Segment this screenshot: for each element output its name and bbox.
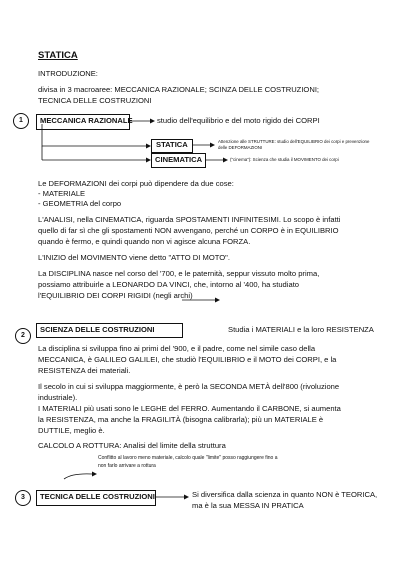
disciplina-line-3: l'EQUILIBRIO DEI CORPI RIGIDI (negli archi) <box>38 291 193 300</box>
section-1-desc: studio dell'equilibrio e del moto rigido dei CORPI <box>157 116 320 125</box>
scienza-line-3: RESISTENZA dei materiali. <box>38 366 131 375</box>
section-2-label: SCIENZA DELLE COSTRUZIONI <box>40 325 155 334</box>
scienza-line-1: La disciplina si sviluppa fino ai primi del '900, e il padre, come nel simile caso della <box>38 344 316 353</box>
section-2-number: 2 <box>15 328 31 344</box>
deformazioni-item-1: - MATERIALE <box>38 189 86 198</box>
deformazioni-intro: Le DEFORMAZIONI dei corpi può dipendere da due cose: <box>38 179 234 188</box>
deformazioni-item-2: - GEOMETRIA del corpo <box>38 199 122 208</box>
calcolo-note-1: Conflitto al lavoro meno materiale, calcolo quale "limite" posso raggiungere fino a <box>98 455 278 461</box>
materiali-line-2: la RESISTENZA, ma anche la FRAGILITÀ (bisogna calibrarla); più un MATERIALE è <box>38 415 324 424</box>
analisi-line-2: quello di far sì che gli spostamenti NON avvengano, perché un CORPO è in EQUILIBRIO <box>38 226 339 235</box>
materiali-line-3: DUTTILE, meglio è. <box>38 426 105 435</box>
cinematica-desc: ("cinema"): Scienza che studia il MOVIMENTO dei corpi <box>230 157 339 162</box>
section-1-number: 1 <box>13 113 29 129</box>
statica-desc-2: delle DEFORMAZIONI <box>218 145 263 150</box>
disciplina-line-2: possiamo attribuirle a LEONARDO DA VINCI, che, intorno al '400, ha studiato <box>38 280 300 289</box>
section-3-label: TECNICA DELLE COSTRUZIONI <box>40 492 155 501</box>
scienza-line-2: MECCANICA, è GALILEO GALILEI, che studiò l'EQUILIBRIO e il MOTO dei CORPI, e la <box>38 355 337 364</box>
calcolo-note-2: non farlo arrivare a rottura <box>98 463 156 469</box>
section-1-label: MECCANICA RAZIONALE <box>40 116 133 125</box>
secolo-line-2: industriale). <box>38 393 78 402</box>
section-3-desc-1: Si diversifica dalla scienza in quanto NON è TEORICA, <box>192 490 378 499</box>
disciplina-line-1: La DISCIPLINA nasce nel corso del '700, e le paternità, seppur vissuto molto prima, <box>38 269 320 278</box>
secolo-line-1: Il secolo in cui si sviluppa maggiormente, è però la SECONDA METÀ dell'800 (rivoluzione <box>38 382 340 391</box>
section-3-number: 3 <box>15 490 31 506</box>
materiali-line-1: I MATERIALI più usati sono le LEGHE del FERRO. Aumentando il CARBONE, si aumenta <box>38 404 341 413</box>
calcolo-a-rottura: CALCOLO A ROTTURA: Analisi del limite della struttura <box>38 441 226 450</box>
analisi-line-3: quando è fermo, e quindi quando non vi agisce alcuna FORZA. <box>38 237 251 246</box>
cinematica-label: CINEMATICA <box>155 155 203 164</box>
intro-label: INTRODUZIONE: <box>38 69 98 78</box>
section-2-desc: Studia i MATERIALI e la loro RESISTENZA <box>228 325 374 334</box>
atto-di-moto: L'INIZIO del MOVIMENTO viene detto "ATTO DI MOTO". <box>38 253 230 262</box>
intro-line-2: TECNICA DELLE COSTRUZIONI <box>38 96 152 105</box>
statica-label: STATICA <box>156 140 188 149</box>
intro-line-1: divisa in 3 macroaree: MECCANICA RAZIONALE; SCINZA DELLE COSTRUZIONI; <box>38 85 320 94</box>
page-title: STATICA <box>38 50 78 61</box>
analisi-line-1: L'ANALISI, nella CINEMATICA, riguarda SPOSTAMENTI INFINITESIMI. Lo scopo è infatti <box>38 215 341 224</box>
section-3-desc-2: ma è la sua MESSA IN PRATICA <box>192 501 304 510</box>
statica-desc-1: Attenzione alle STRUTTURE: studio dell'EQUILIBRIO dei corpi e prevenzione <box>218 139 370 144</box>
